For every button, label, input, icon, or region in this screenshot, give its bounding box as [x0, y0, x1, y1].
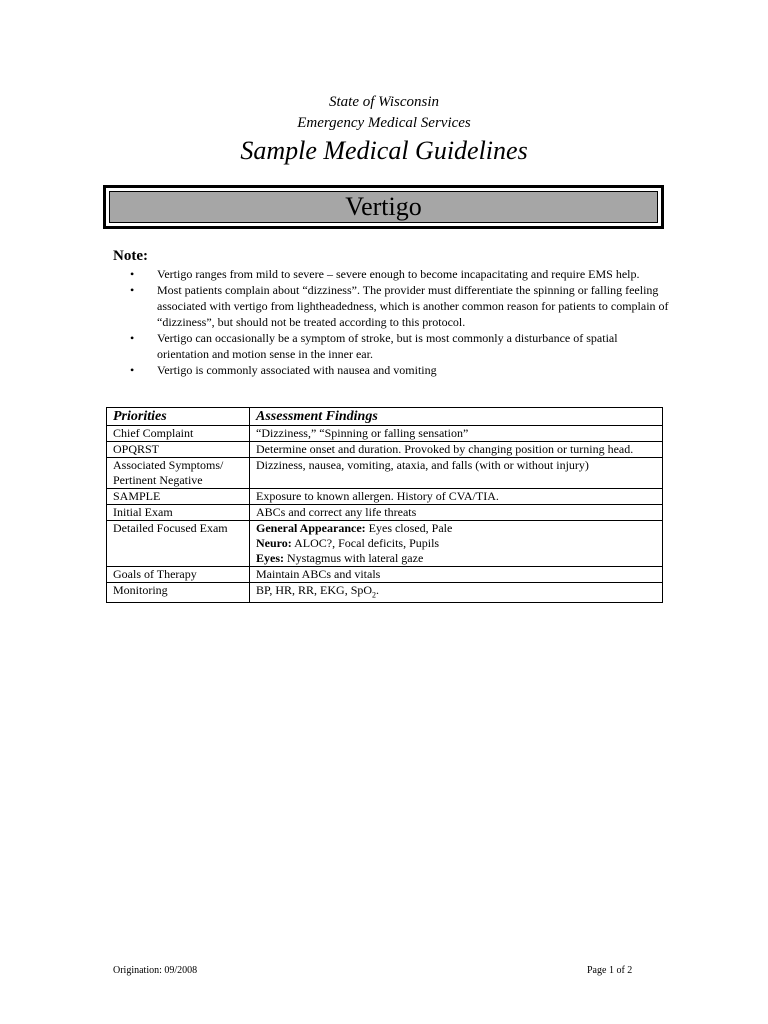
- finding-label: General Appearance:: [256, 521, 366, 535]
- table-row: [107, 521, 663, 567]
- priority-cell: OPQRST: [107, 442, 250, 458]
- header-state: State of Wisconsin: [329, 94, 439, 110]
- finding-text: ALOC?, Focal deficits, Pupils: [291, 536, 440, 550]
- finding-line: [256, 551, 656, 566]
- subscript: 2: [372, 590, 377, 600]
- note-text: Most patients complain about “dizziness”. The provider must differentiate the spinning or falling feeling associated with vertigo from lightheadedness, which is another common reason for patients to complain of “dizziness”, but should not be treated according to this protocol.: [157, 283, 669, 329]
- table-row: [107, 458, 663, 489]
- note-text: Vertigo is commonly associated with nausea and vomiting: [157, 363, 437, 377]
- bullet-icon: •: [130, 283, 135, 297]
- table-row: [107, 583, 663, 603]
- finding-cell: Determine onset and duration. Provoked by changing position or turning head.: [250, 442, 663, 458]
- note-item: [130, 330, 670, 362]
- page-title: Sample Medical Guidelines: [240, 136, 528, 165]
- note-text: Vertigo ranges from mild to severe – severe enough to become incapacitating and require EMS help.: [157, 267, 640, 281]
- priority-cell: Goals of Therapy: [107, 567, 250, 583]
- finding-cell: Maintain ABCs and vitals: [250, 567, 663, 583]
- footer-page-number: Page 1 of 2: [587, 965, 633, 976]
- table-row: [107, 426, 663, 442]
- table-row: [107, 489, 663, 505]
- title-banner: [103, 185, 664, 229]
- note-item: [130, 282, 670, 330]
- finding-cell: Exposure to known allergen. History of CVA/TIA.: [250, 489, 663, 505]
- column-header-findings: Assessment Findings: [250, 408, 663, 426]
- finding-text: Eyes closed, Pale: [365, 521, 453, 535]
- bullet-icon: •: [130, 331, 135, 345]
- priority-cell: Detailed Focused Exam: [107, 521, 250, 567]
- bullet-icon: •: [130, 363, 135, 377]
- note-label: Note:: [113, 248, 148, 264]
- priority-cell: SAMPLE: [107, 489, 250, 505]
- header-agency: Emergency Medical Services: [297, 115, 471, 131]
- footer-origination: Origination: 09/2008: [113, 965, 198, 976]
- finding-label: Eyes:: [256, 551, 284, 565]
- table-header-row: [107, 408, 663, 426]
- finding-cell: [250, 583, 663, 603]
- finding-cell: “Dizziness,” “Spinning or falling sensation”: [250, 426, 663, 442]
- priority-cell: Monitoring: [107, 583, 250, 603]
- finding-cell: Dizziness, nausea, vomiting, ataxia, and falls (with or without injury): [250, 458, 663, 489]
- finding-text: Nystagmus with lateral gaze: [284, 551, 424, 565]
- finding-text: BP, HR, RR, EKG, SpO: [256, 583, 373, 597]
- priority-cell: Associated Symptoms/ Pertinent Negative: [107, 458, 250, 489]
- note-text: Vertigo can occasionally be a symptom of stroke, but is most commonly a disturbance of spatial orientation and motion sense in the inner ear.: [157, 331, 618, 361]
- finding-suffix: .: [376, 583, 380, 597]
- table-row: [107, 505, 663, 521]
- note-item: [130, 266, 670, 282]
- priority-cell: Initial Exam: [107, 505, 250, 521]
- table-row: [107, 442, 663, 458]
- finding-line: [256, 521, 656, 536]
- finding-cell: ABCs and correct any life threats: [250, 505, 663, 521]
- bullet-icon: •: [130, 267, 135, 281]
- note-item: [130, 362, 670, 378]
- finding-line: [256, 536, 656, 551]
- finding-cell: [250, 521, 663, 567]
- banner-title: Vertigo: [109, 191, 658, 223]
- note-list: [130, 266, 670, 378]
- finding-label: Neuro:: [256, 536, 292, 550]
- column-header-priorities: Priorities: [107, 408, 250, 426]
- table-row: [107, 567, 663, 583]
- assessment-table: [106, 407, 663, 603]
- priority-cell: Chief Complaint: [107, 426, 250, 442]
